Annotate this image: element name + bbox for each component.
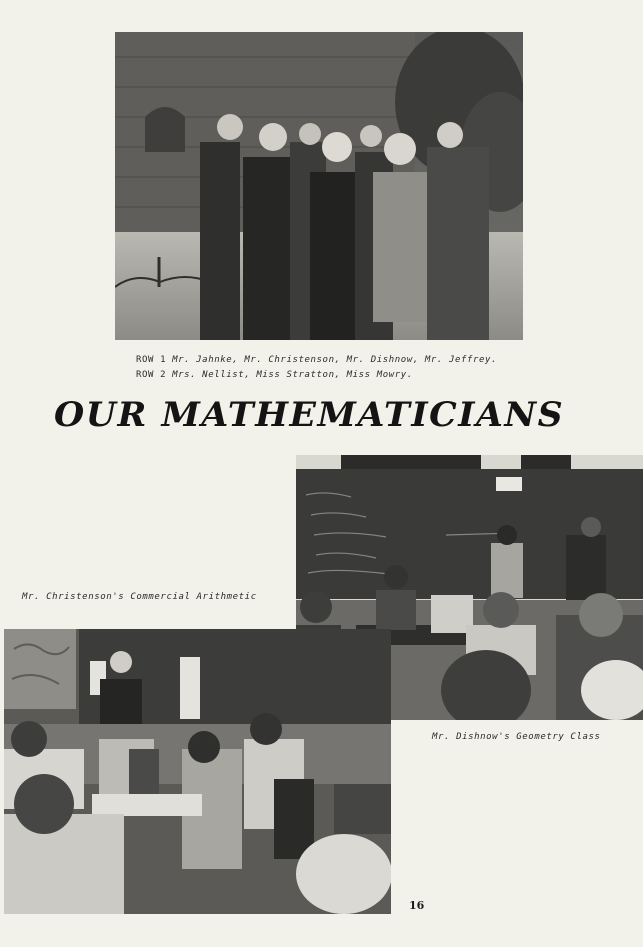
row2-names: Mrs. Nellist, Miss Stratton, Miss Mowry.: [172, 370, 413, 380]
row2-label: ROW 2: [136, 370, 167, 380]
page-headline: OUR MATHEMATICIANS: [54, 395, 565, 435]
arithmetic-caption: Mr. Christenson's Commercial Arithmetic: [22, 592, 257, 602]
row1-label: ROW 1: [136, 355, 167, 365]
caption-row-1: [136, 353, 497, 368]
geometry-caption: Mr. Dishnow's Geometry Class: [432, 732, 601, 742]
caption-row-2: [136, 368, 497, 383]
page-number: 16: [409, 899, 425, 912]
commercial-arithmetic-photo: [4, 629, 391, 914]
faculty-photo-caption: [136, 353, 497, 383]
faculty-group-photo: [115, 32, 523, 340]
row1-names: Mr. Jahnke, Mr. Christenson, Mr. Dishnow, Mr. Jeffrey.: [172, 355, 498, 365]
